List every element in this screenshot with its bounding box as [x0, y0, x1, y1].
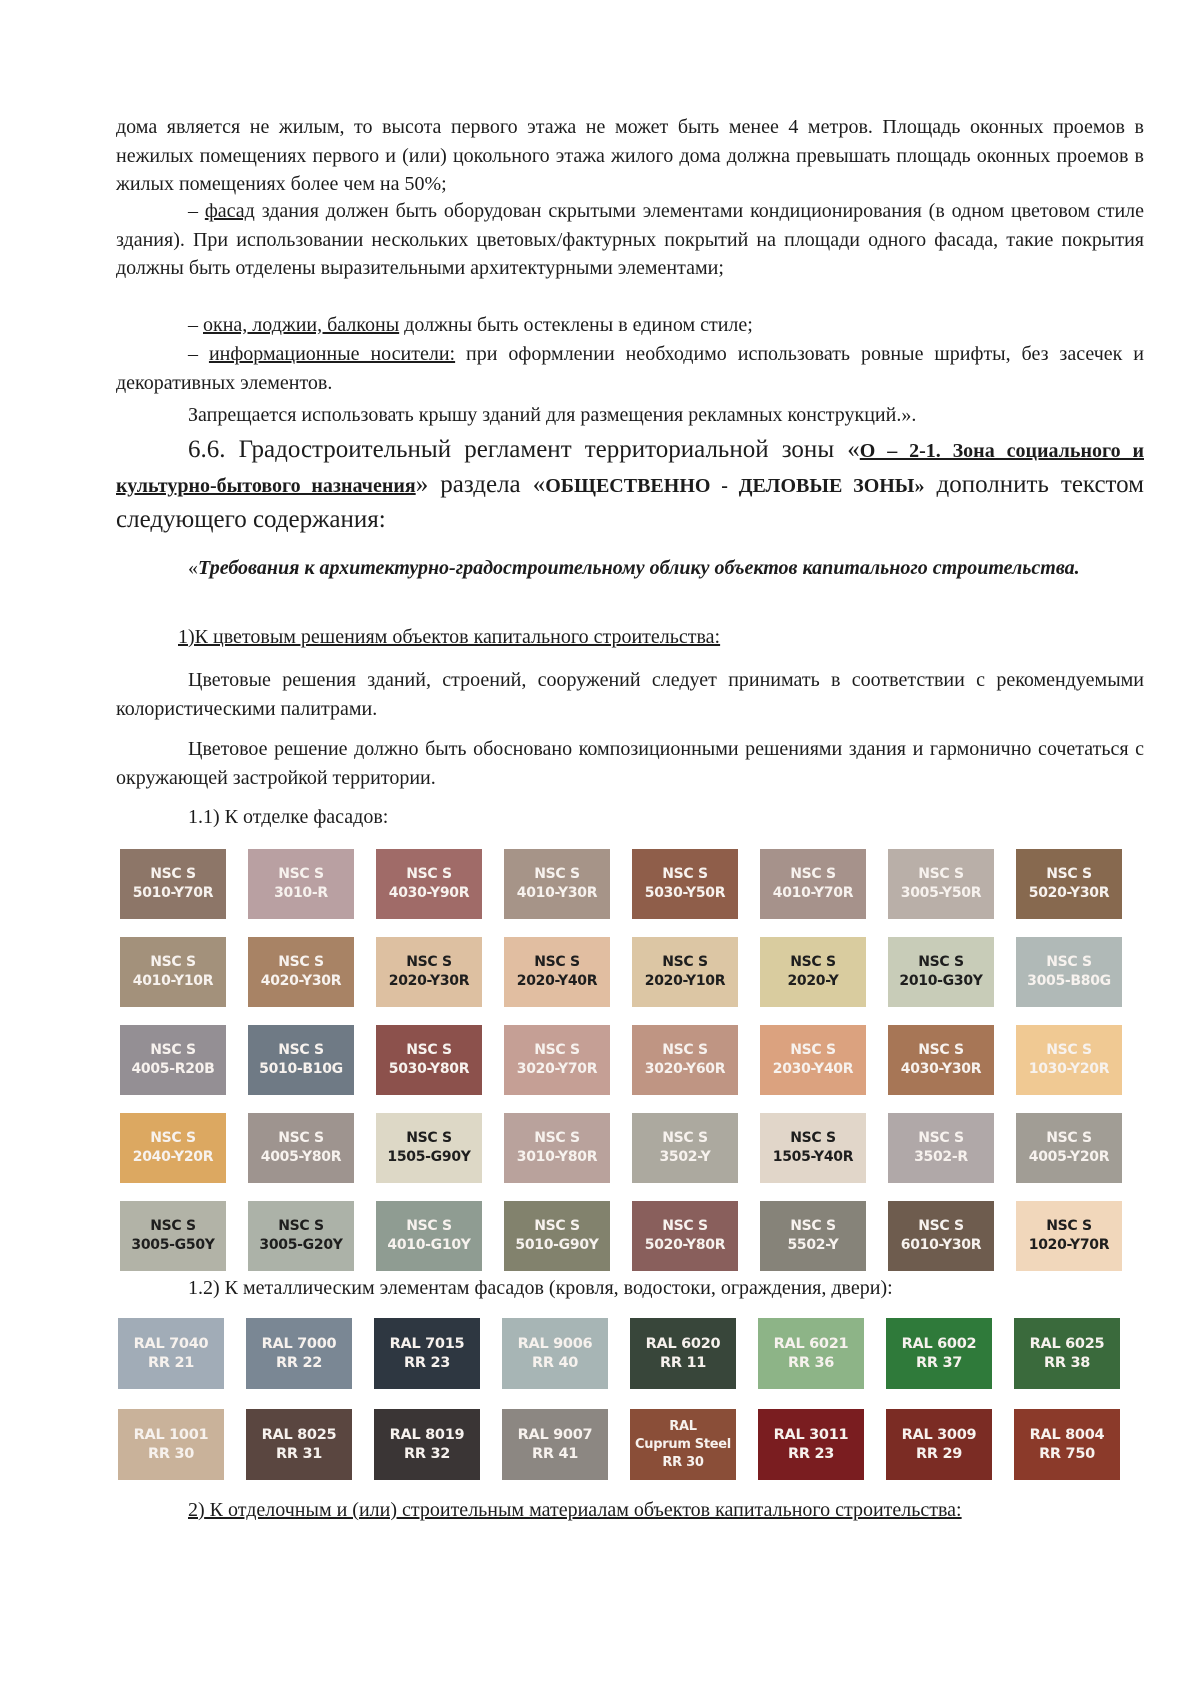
- swatch-code-line: NSC S: [662, 1042, 708, 1058]
- swatch-code-line: RAL 3011: [773, 1426, 849, 1443]
- swatch-code-line: 1020-Y70R: [1028, 1237, 1110, 1253]
- term-facade: фасад: [204, 200, 255, 222]
- color-swatch: [376, 1201, 482, 1271]
- swatch-code-line: 3005-G50Y: [131, 1237, 215, 1253]
- swatch-code-line: NSC S: [790, 1042, 836, 1058]
- color-swatch: [1014, 1318, 1120, 1389]
- swatch-code-line: RR 750: [1039, 1445, 1095, 1462]
- swatch-code-line: NSC S: [662, 866, 708, 882]
- color-swatch: [1014, 1409, 1120, 1480]
- color-swatch: [376, 937, 482, 1007]
- swatch-code-line: NSC S: [278, 954, 324, 970]
- swatch-code-line: 2020-Y30R: [388, 973, 470, 989]
- info-carriers-text: при оформлении необходимо использовать ровные шрифты, без засечек и декоративных элементов.: [116, 343, 1144, 394]
- swatch-code-line: 4010-Y70R: [772, 885, 854, 901]
- swatch-code-line: RR 21: [147, 1354, 195, 1371]
- swatch-code-line: RAL 8004: [1029, 1426, 1105, 1443]
- swatch-code-line: NSC S: [534, 866, 580, 882]
- swatch-code-line: 5030-Y50R: [644, 885, 726, 901]
- swatch-code-line: RR 30: [662, 1454, 704, 1470]
- swatch-code-line: NSC S: [662, 1218, 708, 1234]
- color-swatch: [1016, 937, 1122, 1007]
- color-swatch: [248, 1025, 354, 1095]
- swatch-code-line: NSC S: [790, 1218, 836, 1234]
- color-swatch: [1016, 1201, 1122, 1271]
- swatch-code-line: RAL 6021: [773, 1335, 849, 1352]
- swatch-code-line: 5010-G90Y: [515, 1237, 599, 1253]
- swatch-code-line: NSC S: [534, 1218, 580, 1234]
- swatch-code-line: NSC S: [534, 954, 580, 970]
- paragraph-windows: [116, 311, 1144, 340]
- swatch-code-line: NSC S: [534, 1130, 580, 1146]
- swatch-code-line: NSC S: [278, 866, 324, 882]
- section-name: ОБЩЕСТВЕННО - ДЕЛОВЫЕ ЗОНЫ»: [545, 475, 925, 497]
- swatch-code-line: RAL 6002: [901, 1335, 977, 1352]
- swatch-code-line: 2020-Y40R: [516, 973, 598, 989]
- swatch-code-line: RAL 9006: [517, 1335, 593, 1352]
- subsection-facade-finish: 1.1) К отделке фасадов:: [188, 806, 389, 828]
- paragraph-info-carriers: [116, 340, 1144, 397]
- color-swatch: [246, 1409, 352, 1480]
- color-swatch: [760, 1025, 866, 1095]
- color-swatch: [888, 1201, 994, 1271]
- ral-color-palette: [118, 1318, 1120, 1480]
- subsection-finishing-materials: [188, 1496, 1144, 1525]
- swatch-code-line: 4010-Y30R: [516, 885, 598, 901]
- color-swatch: [120, 1201, 226, 1271]
- swatch-code-line: RR 40: [531, 1354, 579, 1371]
- requirements-title: [116, 554, 1144, 583]
- swatch-code-line: RR 11: [659, 1354, 707, 1371]
- color-swatch: [504, 937, 610, 1007]
- swatch-code-line: RAL: [669, 1418, 697, 1434]
- color-swatch: [886, 1318, 992, 1389]
- swatch-code-line: NSC S: [534, 1042, 580, 1058]
- swatch-code-line: 6010-Y30R: [900, 1237, 982, 1253]
- swatch-code-line: RR 32: [403, 1445, 451, 1462]
- color-swatch: [376, 1025, 482, 1095]
- paragraph-roof-ads: Запрещается использовать крышу зданий для размещения рекламных конструкций.».: [188, 404, 917, 426]
- color-swatch: [1016, 1113, 1122, 1183]
- swatch-code-line: 5010-B10G: [259, 1061, 343, 1077]
- swatch-code-line: RR 38: [1043, 1354, 1091, 1371]
- swatch-code-line: Cuprum Steel: [635, 1436, 731, 1452]
- swatch-code-line: NSC S: [790, 1130, 836, 1146]
- list-dash: –: [188, 200, 198, 222]
- requirements-title-text: Требования к архитектурно-градостроительному облику объектов капитального строительства.: [198, 557, 1080, 579]
- swatch-code-line: 3010-R: [274, 885, 328, 901]
- color-swatch: [246, 1318, 352, 1389]
- color-swatch: [120, 849, 226, 919]
- heading-mid: » раздела «: [415, 471, 546, 498]
- subsection-color-solutions: 1)К цветовым решениям объектов капитального строительства:: [178, 626, 721, 648]
- swatch-code-line: NSC S: [278, 1042, 324, 1058]
- swatch-code-line: 5010-Y70R: [132, 885, 214, 901]
- swatch-code-line: NSC S: [406, 1042, 452, 1058]
- paragraph-facade: [116, 197, 1144, 283]
- color-swatch: [888, 1113, 994, 1183]
- color-swatch: [118, 1409, 224, 1480]
- color-swatch: [760, 937, 866, 1007]
- section-heading-6-6: [116, 433, 1144, 536]
- term-windows: окна, лоджии, балконы: [203, 314, 400, 336]
- swatch-code-line: 4030-Y90R: [388, 885, 470, 901]
- heading-prefix: 6.6. Градостроительный регламент территориальной зоны «: [188, 436, 860, 463]
- swatch-code-line: RR 23: [787, 1445, 835, 1462]
- color-swatch: [504, 1025, 610, 1095]
- swatch-code-line: NSC S: [918, 866, 964, 882]
- color-swatch: [1016, 1025, 1122, 1095]
- paragraph-color-palettes: Цветовые решения зданий, строений, сооружений следует принимать в соответствии с рекомендуемыми колористическими палитрами.: [116, 669, 1144, 720]
- color-swatch: [888, 849, 994, 919]
- swatch-code-line: 3020-Y60R: [644, 1061, 726, 1077]
- swatch-code-line: RAL 7015: [389, 1335, 465, 1352]
- swatch-code-line: RR 22: [275, 1354, 323, 1371]
- swatch-code-line: RR 31: [275, 1445, 323, 1462]
- list-dash: –: [188, 314, 198, 336]
- subsection-metal-elements: 1.2) К металлическим элементам фасадов (кровля, водостоки, ограждения, двери):: [188, 1277, 893, 1299]
- color-swatch: [248, 1201, 354, 1271]
- swatch-code-line: RAL 3009: [901, 1426, 977, 1443]
- color-swatch: [248, 1113, 354, 1183]
- swatch-code-line: 3010-Y80R: [516, 1149, 598, 1165]
- swatch-code-line: 3502-R: [914, 1149, 968, 1165]
- color-swatch: [888, 937, 994, 1007]
- swatch-code-line: NSC S: [150, 1218, 196, 1234]
- swatch-code-line: 5030-Y80R: [388, 1061, 470, 1077]
- swatch-code-line: RAL 6020: [645, 1335, 721, 1352]
- swatch-code-line: 4010-G10Y: [387, 1237, 471, 1253]
- color-swatch: [888, 1025, 994, 1095]
- swatch-code-line: RAL 1001: [133, 1426, 209, 1443]
- swatch-code-line: 2030-Y40R: [772, 1061, 854, 1077]
- swatch-code-line: 2020-Y: [787, 973, 839, 989]
- swatch-code-line: 3502-Y: [659, 1149, 711, 1165]
- swatch-code-line: NSC S: [150, 1130, 196, 1146]
- swatch-code-line: NSC S: [918, 954, 964, 970]
- paragraph-floor-height: дома является не жилым, то высота первого этажа не может быть менее 4 метров. Площадь оконных проемов в нежилых помещениях первого и (или) цокольного этажа жилого дома должна превышать площадь оконных проемов в жилых помещениях более чем на 50%;: [116, 116, 1144, 195]
- swatch-code-line: NSC S: [918, 1130, 964, 1146]
- swatch-code-line: 1030-Y20R: [1028, 1061, 1110, 1077]
- color-swatch: [502, 1318, 608, 1389]
- zone-name: О – 2-1. Зона социального и культурно-бытового назначения: [116, 440, 1144, 497]
- color-swatch: [632, 1113, 738, 1183]
- color-swatch: [502, 1409, 608, 1480]
- color-swatch: [504, 849, 610, 919]
- swatch-code-line: NSC S: [406, 954, 452, 970]
- color-swatch: [632, 1201, 738, 1271]
- swatch-code-line: 4005-Y80R: [260, 1149, 342, 1165]
- swatch-code-line: RAL 8019: [389, 1426, 465, 1443]
- color-swatch: [630, 1318, 736, 1389]
- color-swatch: [760, 849, 866, 919]
- swatch-code-line: 3005-Y50R: [900, 885, 982, 901]
- color-swatch: [248, 937, 354, 1007]
- swatch-code-line: 5020-Y30R: [1028, 885, 1110, 901]
- swatch-code-line: RR 30: [147, 1445, 195, 1462]
- heading-suffix: дополнить текстом следующего содержания:: [116, 471, 1144, 533]
- swatch-code-line: RAL 6025: [1029, 1335, 1105, 1352]
- color-swatch: [376, 1113, 482, 1183]
- swatch-code-line: NSC S: [406, 1130, 452, 1146]
- color-swatch: [760, 1201, 866, 1271]
- color-swatch: [120, 1025, 226, 1095]
- swatch-code-line: NSC S: [662, 1130, 708, 1146]
- windows-text: должны быть остеклены в едином стиле;: [399, 314, 753, 336]
- color-swatch: [758, 1318, 864, 1389]
- swatch-code-line: NSC S: [406, 866, 452, 882]
- swatch-code-line: RR 37: [915, 1354, 963, 1371]
- color-swatch: [374, 1318, 480, 1389]
- color-swatch: [1016, 849, 1122, 919]
- swatch-code-line: 3005-G20Y: [259, 1237, 343, 1253]
- swatch-code-line: 1505-G90Y: [387, 1149, 471, 1165]
- swatch-code-line: 2040-Y20R: [132, 1149, 214, 1165]
- color-swatch: [758, 1409, 864, 1480]
- swatch-code-line: NSC S: [278, 1130, 324, 1146]
- swatch-code-line: NSC S: [790, 866, 836, 882]
- swatch-code-line: NSC S: [918, 1042, 964, 1058]
- color-swatch: [374, 1409, 480, 1480]
- term-info-carriers: информационные носители:: [208, 343, 456, 365]
- swatch-code-line: RR 41: [531, 1445, 579, 1462]
- swatch-code-line: 4005-R20B: [131, 1061, 215, 1077]
- open-quote: «: [188, 557, 198, 579]
- swatch-code-line: NSC S: [1046, 1130, 1092, 1146]
- swatch-code-line: NSC S: [1046, 954, 1092, 970]
- swatch-code-line: 4030-Y30R: [900, 1061, 982, 1077]
- swatch-code-line: 1505-Y40R: [772, 1149, 854, 1165]
- swatch-code-line: NSC S: [662, 954, 708, 970]
- color-swatch: [632, 937, 738, 1007]
- swatch-code-line: RR 23: [403, 1354, 451, 1371]
- swatch-code-line: RAL 7000: [261, 1335, 337, 1352]
- swatch-code-line: 5502-Y: [787, 1237, 839, 1253]
- swatch-code-line: NSC S: [406, 1218, 452, 1234]
- swatch-code-line: RAL 7040: [133, 1335, 209, 1352]
- color-swatch: [504, 1113, 610, 1183]
- subsection-text: К отделочным и (или) строительным материалам объектов капитального строительства:: [204, 1499, 962, 1521]
- paragraph-color-composition: Цветовое решение должно быть обосновано композиционными решениями здания и гармонично сочетаться с окружающей застройкой территории.: [116, 738, 1144, 789]
- swatch-code-line: RR 36: [787, 1354, 835, 1371]
- color-swatch: [632, 849, 738, 919]
- swatch-code-line: NSC S: [790, 954, 836, 970]
- nsc-color-palette: [120, 849, 1122, 1271]
- color-swatch: [630, 1409, 736, 1480]
- swatch-code-line: 4010-Y10R: [132, 973, 214, 989]
- color-swatch: [120, 937, 226, 1007]
- color-swatch: [760, 1113, 866, 1183]
- color-swatch: [632, 1025, 738, 1095]
- subsection-number: 2): [188, 1499, 205, 1521]
- color-swatch: [504, 1201, 610, 1271]
- swatch-code-line: 2010-G30Y: [899, 973, 983, 989]
- swatch-code-line: RAL 9007: [517, 1426, 593, 1443]
- swatch-code-line: NSC S: [150, 866, 196, 882]
- swatch-code-line: NSC S: [150, 954, 196, 970]
- swatch-code-line: 4005-Y20R: [1028, 1149, 1110, 1165]
- swatch-code-line: NSC S: [1046, 1042, 1092, 1058]
- swatch-code-line: 3005-B80G: [1027, 973, 1111, 989]
- color-swatch: [886, 1409, 992, 1480]
- swatch-code-line: NSC S: [150, 1042, 196, 1058]
- color-swatch: [118, 1318, 224, 1389]
- swatch-code-line: NSC S: [1046, 866, 1092, 882]
- swatch-code-line: NSC S: [1046, 1218, 1092, 1234]
- facade-text: здания должен быть оборудован скрытыми элементами кондиционирования (в одном цветовом стиле здания). При использовании нескольких цветовых/фактурных покрытий на площади одного фасада, такие покрытия должны быть отделены выразительными архитектурными элементами;: [116, 200, 1145, 279]
- swatch-code-line: 3020-Y70R: [516, 1061, 598, 1077]
- list-dash: –: [188, 343, 198, 365]
- swatch-code-line: RAL 8025: [261, 1426, 337, 1443]
- color-swatch: [248, 849, 354, 919]
- swatch-code-line: NSC S: [918, 1218, 964, 1234]
- swatch-code-line: 2020-Y10R: [644, 973, 726, 989]
- swatch-code-line: NSC S: [278, 1218, 324, 1234]
- swatch-code-line: 4020-Y30R: [260, 973, 342, 989]
- swatch-code-line: RR 29: [915, 1445, 963, 1462]
- color-swatch: [376, 849, 482, 919]
- swatch-code-line: 5020-Y80R: [644, 1237, 726, 1253]
- color-swatch: [120, 1113, 226, 1183]
